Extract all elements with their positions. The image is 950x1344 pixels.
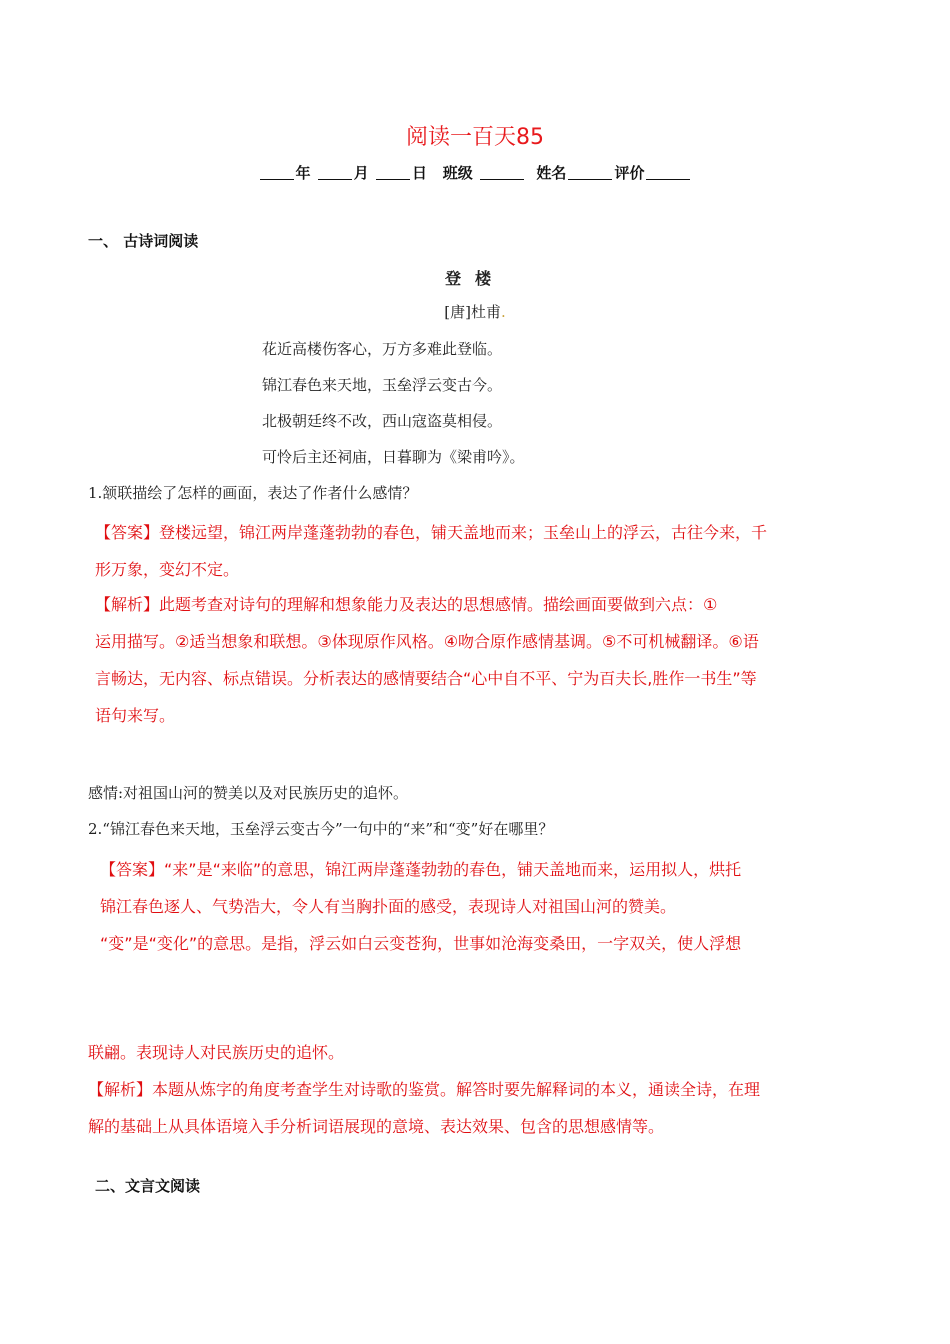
section-heading-classical: 二、文言文阅读 bbox=[95, 1177, 201, 1195]
poem-line: 花近高楼伤客心，万方多难此登临。 bbox=[262, 340, 503, 358]
analysis-line: 运用描写。②适当想象和联想。③体现原作风格。④吻合原作感情基调。⑤不可机械翻译。⑥语 bbox=[95, 632, 759, 651]
analysis-line: 【解析】此题考查对诗句的理解和想象能力及表达的思想感情。描绘画面要做到六点：① bbox=[95, 595, 718, 614]
analysis-line: 语句来写。 bbox=[95, 706, 176, 725]
grade-blank[interactable] bbox=[646, 165, 690, 180]
answer-line: 锦江春色逐人、气势浩大，令人有当胸扑面的感受，表现诗人对祖国山河的赞美。 bbox=[100, 897, 677, 916]
name-label: 姓名 bbox=[536, 164, 567, 182]
analysis-line: 解的基础上从具体语境入手分析词语展现的意境、表达效果、包含的思想感情等。 bbox=[88, 1117, 665, 1136]
year-blank[interactable] bbox=[260, 165, 294, 180]
poem-line: 可怜后主还祠庙，日暮聊为《梁甫吟》。 bbox=[262, 448, 525, 466]
answer-line: “变”是“变化”的意思。是指，浮云如白云变苍狗，世事如沧海变桑田，一字双关，使人浮想 bbox=[100, 934, 742, 953]
month-label: 月 bbox=[353, 164, 369, 182]
q1-analysis bbox=[95, 586, 759, 734]
section-heading-poetry: 一、 古诗词阅读 bbox=[88, 232, 199, 250]
analysis-line: 【解析】本题从炼字的角度考查学生对诗歌的鉴赏。解答时要先解释词的本义，通读全诗，在理 bbox=[88, 1080, 761, 1099]
poem-title: 登楼 bbox=[444, 269, 505, 288]
question-1: 1.颔联描绘了怎样的画面，表达了作者什么感情？ bbox=[88, 484, 418, 502]
poem-line: 北极朝廷终不改，西山寇盗莫相侵。 bbox=[262, 412, 503, 430]
q1-emotion: 感情:对祖国山河的赞美以及对民族历史的追怀。 bbox=[88, 784, 409, 802]
answer-line: 【答案】登楼远望，锦江两岸蓬蓬勃勃的春色，铺天盖地而来；玉垒山上的浮云，古往今来，千 bbox=[95, 523, 768, 542]
poem-author: [唐]杜甫. bbox=[444, 303, 506, 321]
month-blank[interactable] bbox=[318, 165, 352, 180]
answer-line: 【答案】“来”是“来临”的意思，锦江两岸蓬蓬勃勃的春色，铺天盖地而来，运用拟人，烘托 bbox=[100, 860, 742, 879]
poem-line: 锦江春色来天地，玉垒浮云变古今。 bbox=[262, 376, 503, 394]
answer-line: 联翩。表现诗人对民族历史的追怀。 bbox=[88, 1043, 345, 1062]
year-label: 年 bbox=[295, 164, 311, 182]
class-blank[interactable] bbox=[480, 165, 524, 180]
answer-line: 形万象，变幻不定。 bbox=[95, 560, 240, 579]
question-2: 2.“锦江春色来天地，玉垒浮云变古今”一句中的“来”和“变”好在哪里？ bbox=[88, 820, 554, 838]
day-blank[interactable] bbox=[376, 165, 410, 180]
name-blank[interactable] bbox=[568, 165, 612, 180]
q1-answer bbox=[95, 514, 767, 588]
q2-answer bbox=[100, 851, 741, 962]
grade-label: 评价 bbox=[614, 164, 645, 182]
student-info-line bbox=[0, 162, 950, 183]
analysis-line: 言畅达，无内容、标点错误。分析表达的感情要结合“心中自不平、宁为百夫长,胜作一书生”等 bbox=[95, 669, 757, 688]
page-title: 阅读一百天85 bbox=[406, 125, 544, 150]
q2-answer-continued bbox=[88, 1034, 760, 1145]
day-label: 日 bbox=[412, 164, 428, 182]
class-label: 班级 bbox=[442, 164, 473, 182]
